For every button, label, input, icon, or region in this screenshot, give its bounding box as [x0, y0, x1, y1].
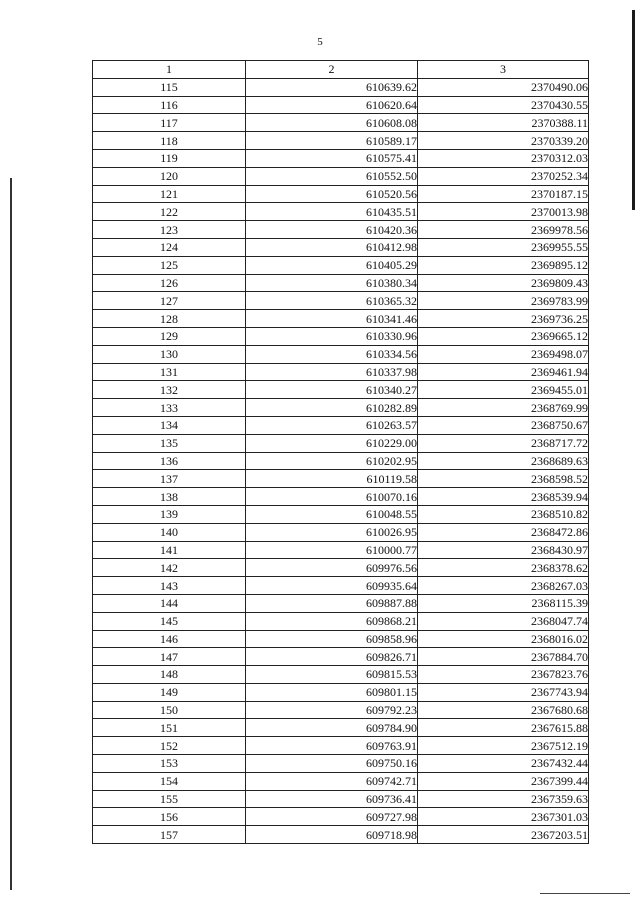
cell-point-number: 157: [93, 826, 246, 844]
cell-y-coordinate: 2367432.44: [418, 755, 589, 773]
cell-point-number: 147: [93, 648, 246, 666]
table-row: [93, 416, 589, 434]
cell-point-number: 152: [93, 737, 246, 755]
cell-x-coordinate: 609763.91: [246, 737, 418, 755]
cell-point-number: 124: [93, 238, 246, 256]
cell-point-number: 153: [93, 755, 246, 773]
cell-x-coordinate: 609718.98: [246, 826, 418, 844]
cell-x-coordinate: 610435.51: [246, 203, 418, 221]
table-row: [93, 505, 589, 523]
cell-y-coordinate: 2369783.99: [418, 292, 589, 310]
cell-point-number: 115: [93, 78, 246, 96]
cell-x-coordinate: 610263.57: [246, 416, 418, 434]
cell-x-coordinate: 610420.36: [246, 221, 418, 239]
cell-point-number: 129: [93, 327, 246, 345]
table-row: [93, 96, 589, 114]
cell-point-number: 137: [93, 470, 246, 488]
cell-x-coordinate: 610026.95: [246, 523, 418, 541]
cell-y-coordinate: 2369978.56: [418, 221, 589, 239]
cell-x-coordinate: 609826.71: [246, 648, 418, 666]
cell-point-number: 119: [93, 149, 246, 167]
cell-x-coordinate: 610639.62: [246, 78, 418, 96]
cell-point-number: 138: [93, 488, 246, 506]
cell-y-coordinate: 2368115.39: [418, 594, 589, 612]
table-row: [93, 666, 589, 684]
table-row: [93, 256, 589, 274]
cell-x-coordinate: 609750.16: [246, 755, 418, 773]
cell-x-coordinate: 609887.88: [246, 594, 418, 612]
table-row: [93, 363, 589, 381]
cell-y-coordinate: 2367399.44: [418, 772, 589, 790]
cell-y-coordinate: 2368047.74: [418, 612, 589, 630]
cell-point-number: 140: [93, 523, 246, 541]
cell-x-coordinate: 610000.77: [246, 541, 418, 559]
cell-point-number: 136: [93, 452, 246, 470]
cell-y-coordinate: 2370252.34: [418, 167, 589, 185]
table-row: [93, 719, 589, 737]
cell-y-coordinate: 2368378.62: [418, 559, 589, 577]
cell-x-coordinate: 609736.41: [246, 790, 418, 808]
cell-y-coordinate: 2368016.02: [418, 630, 589, 648]
cell-y-coordinate: 2368267.03: [418, 577, 589, 595]
cell-x-coordinate: 610330.96: [246, 327, 418, 345]
cell-x-coordinate: 609792.23: [246, 701, 418, 719]
cell-y-coordinate: 2369955.55: [418, 238, 589, 256]
cell-x-coordinate: 610608.08: [246, 114, 418, 132]
cell-y-coordinate: 2370312.03: [418, 149, 589, 167]
cell-point-number: 132: [93, 381, 246, 399]
cell-y-coordinate: 2367823.76: [418, 666, 589, 684]
cell-point-number: 128: [93, 310, 246, 328]
cell-y-coordinate: 2368717.72: [418, 434, 589, 452]
cell-y-coordinate: 2367203.51: [418, 826, 589, 844]
table-row: [93, 310, 589, 328]
cell-x-coordinate: 610552.50: [246, 167, 418, 185]
cell-y-coordinate: 2368472.86: [418, 523, 589, 541]
cell-x-coordinate: 610119.58: [246, 470, 418, 488]
cell-x-coordinate: 610340.27: [246, 381, 418, 399]
table-row: [93, 541, 589, 559]
cell-y-coordinate: 2369498.07: [418, 345, 589, 363]
table-row: [93, 790, 589, 808]
cell-point-number: 135: [93, 434, 246, 452]
cell-x-coordinate: 610070.16: [246, 488, 418, 506]
table-row: [93, 78, 589, 96]
cell-point-number: 116: [93, 96, 246, 114]
cell-point-number: 120: [93, 167, 246, 185]
table-row: [93, 327, 589, 345]
table-row: [93, 132, 589, 150]
cell-x-coordinate: 609935.64: [246, 577, 418, 595]
table-row: [93, 755, 589, 773]
table-row: [93, 701, 589, 719]
cell-y-coordinate: 2370339.20: [418, 132, 589, 150]
cell-x-coordinate: 610202.95: [246, 452, 418, 470]
column-header-point: 1: [93, 61, 246, 79]
cell-x-coordinate: 610341.46: [246, 310, 418, 328]
table-row: [93, 648, 589, 666]
coordinates-table: [92, 60, 589, 844]
table-body: [93, 78, 589, 843]
cell-y-coordinate: 2368430.97: [418, 541, 589, 559]
cell-x-coordinate: 609742.71: [246, 772, 418, 790]
cell-point-number: 122: [93, 203, 246, 221]
table-row: [93, 167, 589, 185]
cell-point-number: 148: [93, 666, 246, 684]
cell-point-number: 125: [93, 256, 246, 274]
cell-point-number: 143: [93, 577, 246, 595]
cell-point-number: 130: [93, 345, 246, 363]
cell-x-coordinate: 610048.55: [246, 505, 418, 523]
cell-y-coordinate: 2369665.12: [418, 327, 589, 345]
cell-point-number: 154: [93, 772, 246, 790]
cell-point-number: 127: [93, 292, 246, 310]
cell-x-coordinate: 610520.56: [246, 185, 418, 203]
cell-point-number: 151: [93, 719, 246, 737]
cell-point-number: 134: [93, 416, 246, 434]
cell-x-coordinate: 609727.98: [246, 808, 418, 826]
cell-y-coordinate: 2368769.99: [418, 399, 589, 417]
cell-y-coordinate: 2367680.68: [418, 701, 589, 719]
table-row: [93, 772, 589, 790]
table-row: [93, 452, 589, 470]
cell-x-coordinate: 609868.21: [246, 612, 418, 630]
cell-x-coordinate: 609784.90: [246, 719, 418, 737]
cell-x-coordinate: 610282.89: [246, 399, 418, 417]
cell-x-coordinate: 609858.96: [246, 630, 418, 648]
table-row: [93, 203, 589, 221]
cell-point-number: 133: [93, 399, 246, 417]
scan-edge-mark: [540, 893, 630, 894]
cell-y-coordinate: 2367512.19: [418, 737, 589, 755]
table-row: [93, 630, 589, 648]
table-row: [93, 612, 589, 630]
table-row: [93, 559, 589, 577]
cell-y-coordinate: 2368689.63: [418, 452, 589, 470]
cell-y-coordinate: 2370490.06: [418, 78, 589, 96]
cell-y-coordinate: 2369809.43: [418, 274, 589, 292]
cell-y-coordinate: 2369736.25: [418, 310, 589, 328]
cell-y-coordinate: 2370430.55: [418, 96, 589, 114]
cell-y-coordinate: 2368510.82: [418, 505, 589, 523]
table-row: [93, 185, 589, 203]
cell-y-coordinate: 2369461.94: [418, 363, 589, 381]
cell-point-number: 139: [93, 505, 246, 523]
table-row: [93, 808, 589, 826]
cell-point-number: 142: [93, 559, 246, 577]
cell-point-number: 121: [93, 185, 246, 203]
cell-y-coordinate: 2369895.12: [418, 256, 589, 274]
table-row: [93, 274, 589, 292]
cell-x-coordinate: 610589.17: [246, 132, 418, 150]
table-row: [93, 683, 589, 701]
column-header-y: 3: [418, 61, 589, 79]
table-row: [93, 114, 589, 132]
cell-y-coordinate: 2368598.52: [418, 470, 589, 488]
cell-x-coordinate: 610380.34: [246, 274, 418, 292]
page-number: 5: [317, 36, 323, 48]
cell-y-coordinate: 2370388.11: [418, 114, 589, 132]
table-row: [93, 221, 589, 239]
column-header-x: 2: [246, 61, 418, 79]
cell-point-number: 126: [93, 274, 246, 292]
table-row: [93, 594, 589, 612]
cell-y-coordinate: 2370013.98: [418, 203, 589, 221]
cell-point-number: 150: [93, 701, 246, 719]
cell-x-coordinate: 610229.00: [246, 434, 418, 452]
cell-x-coordinate: 609976.56: [246, 559, 418, 577]
table-row: [93, 737, 589, 755]
cell-y-coordinate: 2367615.88: [418, 719, 589, 737]
cell-y-coordinate: 2367884.70: [418, 648, 589, 666]
cell-point-number: 117: [93, 114, 246, 132]
cell-point-number: 118: [93, 132, 246, 150]
cell-y-coordinate: 2368539.94: [418, 488, 589, 506]
cell-x-coordinate: 610405.29: [246, 256, 418, 274]
cell-y-coordinate: 2367743.94: [418, 683, 589, 701]
cell-y-coordinate: 2369455.01: [418, 381, 589, 399]
scan-edge-mark: [10, 178, 12, 890]
table-header-row: [93, 61, 589, 79]
table-row: [93, 523, 589, 541]
table-row: [93, 292, 589, 310]
cell-x-coordinate: 610334.56: [246, 345, 418, 363]
table-row: [93, 399, 589, 417]
cell-point-number: 123: [93, 221, 246, 239]
cell-point-number: 155: [93, 790, 246, 808]
cell-point-number: 145: [93, 612, 246, 630]
cell-x-coordinate: 609801.15: [246, 683, 418, 701]
table-row: [93, 381, 589, 399]
cell-y-coordinate: 2367301.03: [418, 808, 589, 826]
table-row: [93, 345, 589, 363]
cell-point-number: 149: [93, 683, 246, 701]
cell-x-coordinate: 610620.64: [246, 96, 418, 114]
table-row: [93, 577, 589, 595]
cell-point-number: 156: [93, 808, 246, 826]
table-row: [93, 488, 589, 506]
table-row: [93, 434, 589, 452]
cell-point-number: 131: [93, 363, 246, 381]
cell-point-number: 141: [93, 541, 246, 559]
cell-point-number: 144: [93, 594, 246, 612]
table-row: [93, 238, 589, 256]
cell-y-coordinate: 2367359.63: [418, 790, 589, 808]
table-row: [93, 470, 589, 488]
cell-x-coordinate: 610365.32: [246, 292, 418, 310]
cell-x-coordinate: 610337.98: [246, 363, 418, 381]
table-row: [93, 826, 589, 844]
cell-x-coordinate: 609815.53: [246, 666, 418, 684]
cell-x-coordinate: 610575.41: [246, 149, 418, 167]
cell-point-number: 146: [93, 630, 246, 648]
cell-x-coordinate: 610412.98: [246, 238, 418, 256]
cell-y-coordinate: 2368750.67: [418, 416, 589, 434]
cell-y-coordinate: 2370187.15: [418, 185, 589, 203]
table-row: [93, 149, 589, 167]
